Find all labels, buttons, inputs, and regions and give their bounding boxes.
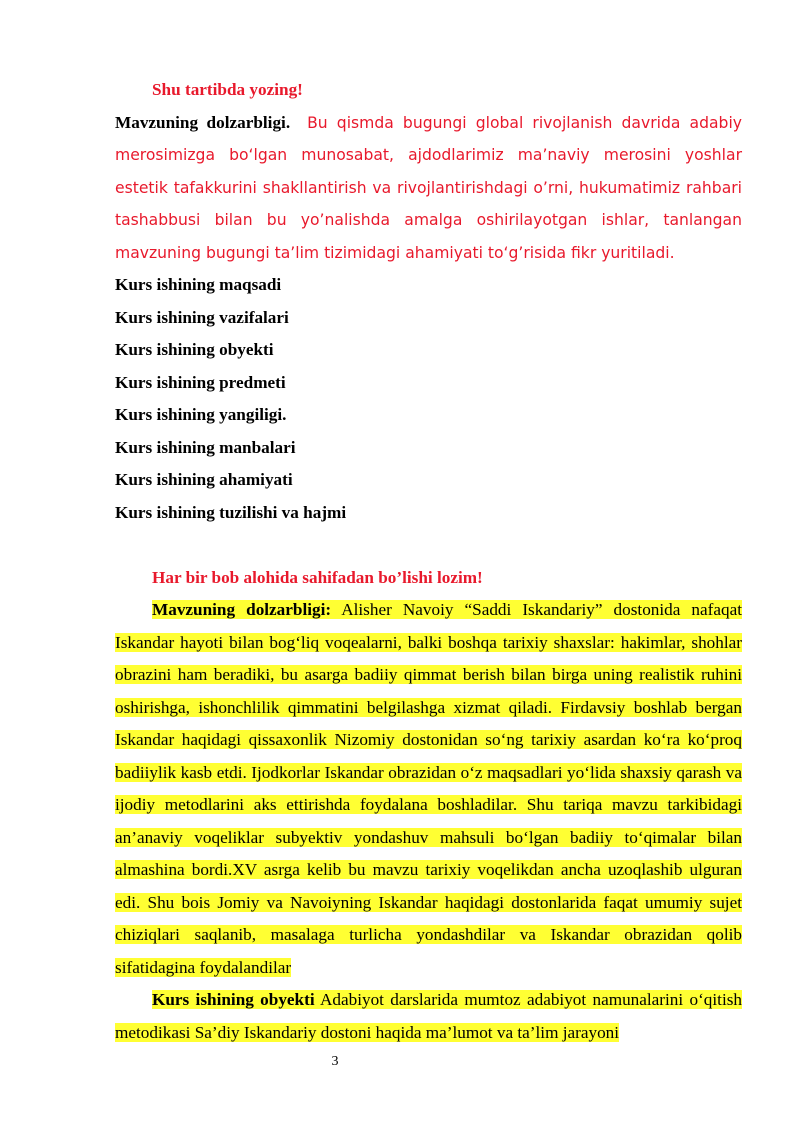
example-object-label: Kurs ishining obyekti: [152, 990, 315, 1009]
chapter-note: Har bir bob alohida sahifadan bo’lishi lozim!: [152, 567, 483, 587]
blank-line: [115, 529, 742, 562]
section-item: Kurs ishining obyekti: [115, 340, 274, 359]
section-list: [115, 269, 742, 529]
section-item: Kurs ishining tuzilishi va hajmi: [115, 502, 347, 522]
section-item: Kurs ishining vazifalari: [115, 307, 289, 327]
example-relevance-text: Alisher Navoiy “Saddi Iskandariy” dostonida nafaqat Iskandar hayoti bilan bog‘liq voqealarni, balki boshqa tarixiy shaxslar: hakimlar, shohlar obrazini ham beradiki, bu asarga badiiy qimmat berish bilan birga uning realistik ruhini oshirishga, ishonchlilik qimmatini belgilashga xizmat qiladi. Firdavsiy boshlab bergan Iskandar haqidagi qissaxonlik Nizomiy dostonidan so‘ng tarixiy asardan ko‘ra ko‘proq badiiylik kasb etdi. Ijodkorlar Iskandar obrazidan o‘z maqsadlari yo‘lida shaxsiy qarash va ijodiy metodlarini aks ettirishda foydalana boshladilar. Shu tariqa mavzu tarkibidagi an’anaviy voqeliklar subyektiv yondashuv mahsuli bo‘lgan badiiy to‘qimalar bilan almashina bordi.XV asrga kelib bu mavzu tarixiy voqelikdan ancha uzoqlashib ulguran edi. Shu bois Jomiy va Navoiyning Iskandar haqidagi dostonlarida faqat umumiy sujet chiziqlari saqlanib, masalaga turlicha yondashdilar va Iskandar obrazidan qolib sifatidagina foydalandilar: [115, 600, 742, 977]
relevance-paragraph: [115, 107, 742, 270]
example-object-text: Adabiyot darslarida mumtoz adabiyot namunalarini o‘qitish metodikasi Sa’diy Iskandariy dostoni haqida ma’lumot va ta’lim jarayoni: [115, 990, 742, 1042]
example-relevance-paragraph: [115, 594, 742, 984]
page-number: 3: [331, 1054, 339, 1069]
relevance-text: Bu qismda bugungi global rivojlanish davrida adabiy merosimizga bo‘lgan munosabat, ajdodlarimiz ma’naviy merosini yoshlar estetik tafakkurini shakllantirish va rivojlantirishdagi o’rni, hukumatimiz rahbari tashabbusi bilan bu yo’nalishda amalga oshirilayotgan ishlar, tanlangan mavzuning bugungi ta’lim tizimidagi ahamiyati to‘g’risida fikr yuritiladi.: [115, 113, 743, 262]
section-item: Kurs ishining manbalari: [115, 437, 296, 457]
example-object-paragraph: [115, 984, 742, 1049]
section-item: Kurs ishining ahamiyati: [115, 470, 293, 489]
example-relevance-label: Mavzuning dolzarbligi:: [152, 600, 332, 619]
page-content: [115, 74, 742, 1049]
section-item: Kurs ishining predmeti: [115, 372, 286, 392]
section-item: Kurs ishining maqsadi: [115, 275, 282, 294]
section-item: Kurs ishining yangiligi.: [115, 405, 287, 424]
relevance-label: Mavzuning dolzarbligi.: [115, 112, 291, 132]
instruction-heading: Shu tartibda yozing!: [152, 80, 303, 99]
